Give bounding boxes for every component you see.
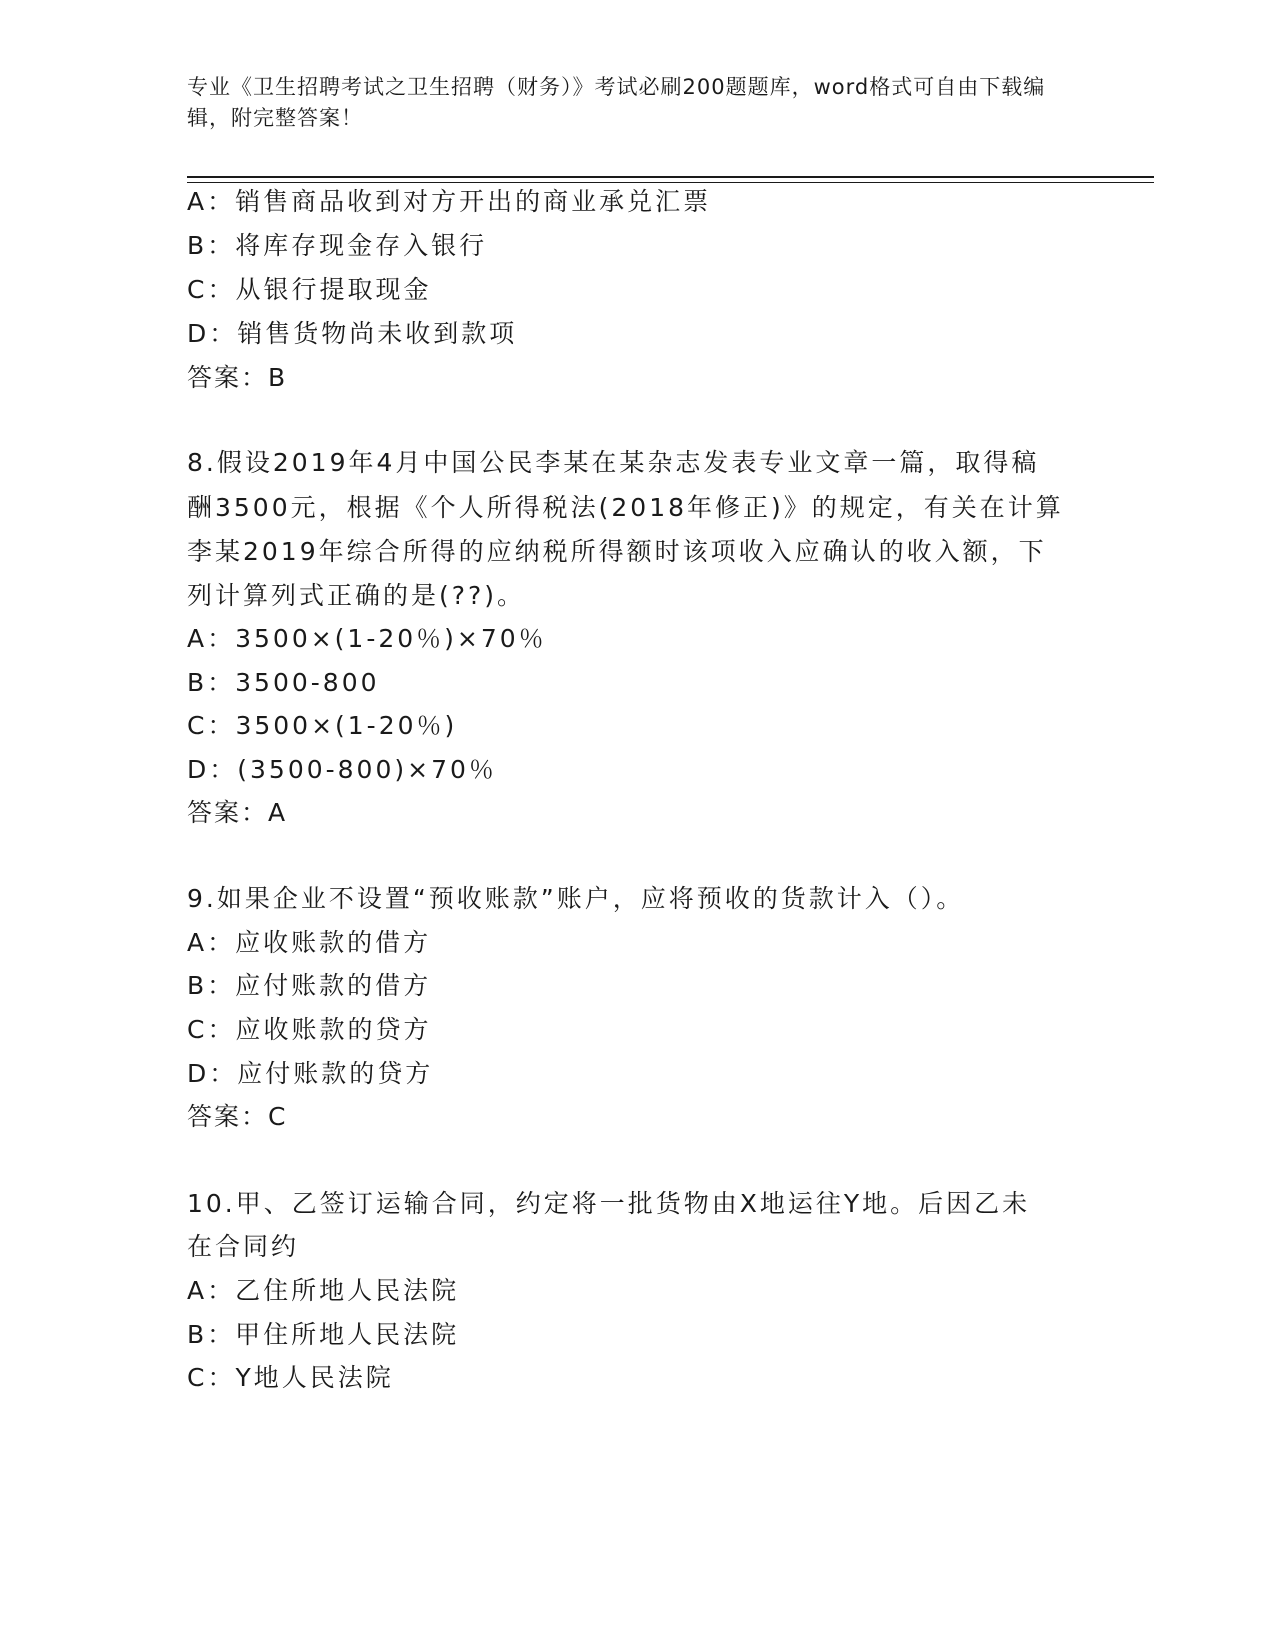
q9-option-c: C：应收账款的贷方 xyxy=(187,1015,432,1044)
q9-option-b: B：应付账款的借方 xyxy=(187,971,432,1000)
q7-option-b: B：将库存现金存入银行 xyxy=(187,231,488,260)
q8-option-a: A：3500×(1-20％)×70％ xyxy=(187,624,547,653)
q8-stem-line-1: 8.假设2019年4月中国公民李某在某杂志发表专业文章一篇，取得稿 xyxy=(187,448,1040,477)
q7-option-c: C：从银行提取现金 xyxy=(187,275,432,304)
q9-option-a: A：应收账款的借方 xyxy=(187,928,432,957)
header-divider-thin xyxy=(187,182,1154,183)
q10-stem-line-1: 10.甲、乙签订运输合同，约定将一批货物由X地运往Y地。后因乙未 xyxy=(187,1189,1031,1218)
q9-answer: 答案：C xyxy=(187,1102,288,1131)
q8-option-b: B：3500-800 xyxy=(187,668,380,697)
q7-option-a: A：销售商品收到对方开出的商业承兑汇票 xyxy=(187,187,712,216)
q10-option-b: B：甲住所地人民法院 xyxy=(187,1320,460,1349)
q9-option-d: D：应付账款的贷方 xyxy=(187,1059,434,1088)
q8-option-d: D：(3500-800)×70％ xyxy=(187,755,497,784)
q8-stem-line-4: 列计算列式正确的是(??)。 xyxy=(187,581,526,610)
header-divider-thick xyxy=(187,176,1154,178)
q10-stem-line-2: 在合同约 xyxy=(187,1232,300,1261)
q8-option-c: C：3500×(1-20％) xyxy=(187,711,458,740)
q7-answer: 答案：B xyxy=(187,363,288,392)
q8-answer: 答案：A xyxy=(187,798,288,827)
q7-option-d: D：销售货物尚未收到款项 xyxy=(187,319,518,348)
q8-stem-line-2: 酬3500元，根据《个人所得税法(2018年修正)》的规定，有关在计算 xyxy=(187,493,1064,522)
document-header: 专业《卫生招聘考试之卫生招聘（财务）》考试必刷200题题库，word格式可自由下载编辑，附完整答案！ xyxy=(187,75,1046,130)
q9-stem: 9.如果企业不设置“预收账款”账户，应将预收的货款计入（）。 xyxy=(187,884,965,913)
q8-stem-line-3: 李某2019年综合所得的应纳税所得额时该项收入应确认的收入额，下 xyxy=(187,537,1047,566)
q10-option-c: C：Y地人民法院 xyxy=(187,1363,394,1392)
q10-option-a: A：乙住所地人民法院 xyxy=(187,1276,460,1305)
